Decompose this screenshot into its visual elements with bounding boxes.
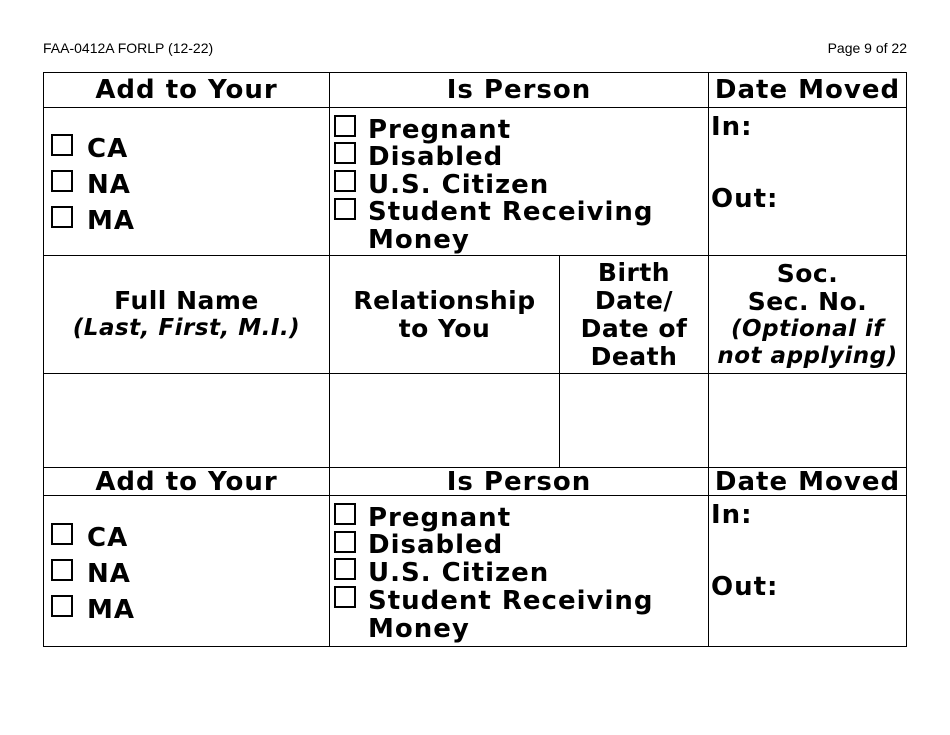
ma-label-2: MA — [87, 595, 135, 625]
full-name-field[interactable] — [43, 373, 330, 468]
na-checkbox[interactable] — [51, 170, 73, 192]
moved-out-label-2: Out: — [711, 572, 779, 602]
form-id: FAA-0412A FORLP (12-22) — [43, 40, 214, 56]
ca-label-2: CA — [87, 523, 129, 553]
birth-date-header: Birth Date/ Date of Death — [559, 255, 709, 374]
date-moved-cell-2[interactable] — [708, 495, 907, 647]
is-person-cell — [329, 107, 709, 256]
student-checkbox[interactable] — [334, 198, 356, 220]
ssn-header: Soc. Sec. No. (Optional if not applying) — [708, 255, 907, 374]
na-label: NA — [87, 170, 131, 200]
moved-in-label: In: — [711, 112, 753, 142]
disabled-label: Disabled — [368, 142, 504, 172]
us-citizen-checkbox-2[interactable] — [334, 558, 356, 580]
relationship-header: Relationship to You — [329, 255, 560, 374]
page-number: Page 9 of 22 — [827, 40, 907, 56]
add-to-your-header: Add to Your — [43, 72, 330, 108]
pregnant-label: Pregnant — [368, 115, 512, 145]
pregnant-checkbox[interactable] — [334, 115, 356, 137]
disabled-checkbox[interactable] — [334, 142, 356, 164]
birth-date-field[interactable] — [559, 373, 709, 468]
disabled-label-2: Disabled — [368, 530, 504, 560]
relationship-field[interactable] — [329, 373, 560, 468]
student-label: Student Receiving — [368, 197, 654, 227]
na-label-2: NA — [87, 559, 131, 589]
date-moved-cell[interactable] — [708, 107, 907, 256]
is-person-cell-2 — [329, 495, 709, 647]
moved-in-label-2: In: — [711, 500, 753, 530]
student-label-cont-2: Money — [368, 614, 470, 644]
is-person-header: Is Person — [329, 72, 709, 108]
is-person-header-2: Is Person — [329, 467, 709, 496]
date-moved-header-2: Date Moved — [708, 467, 907, 496]
moved-out-label: Out: — [711, 184, 779, 214]
disabled-checkbox-2[interactable] — [334, 531, 356, 553]
student-checkbox-2[interactable] — [334, 586, 356, 608]
ca-checkbox-2[interactable] — [51, 523, 73, 545]
us-citizen-label-2: U.S. Citizen — [368, 558, 550, 588]
us-citizen-label: U.S. Citizen — [368, 170, 550, 200]
ma-checkbox[interactable] — [51, 206, 73, 228]
ca-checkbox[interactable] — [51, 134, 73, 156]
ssn-field[interactable] — [708, 373, 907, 468]
pregnant-checkbox-2[interactable] — [334, 503, 356, 525]
us-citizen-checkbox[interactable] — [334, 170, 356, 192]
ca-label: CA — [87, 134, 129, 164]
ma-checkbox-2[interactable] — [51, 595, 73, 617]
student-label-cont: Money — [368, 225, 470, 255]
program-cell-2 — [43, 495, 330, 647]
pregnant-label-2: Pregnant — [368, 503, 512, 533]
add-to-your-header-2: Add to Your — [43, 467, 330, 496]
household-form — [43, 72, 907, 647]
date-moved-header: Date Moved — [708, 72, 907, 108]
ma-label: MA — [87, 206, 135, 236]
na-checkbox-2[interactable] — [51, 559, 73, 581]
full-name-header: Full Name (Last, First, M.I.) — [43, 255, 330, 374]
program-cell — [43, 107, 330, 256]
student-label-2: Student Receiving — [368, 586, 654, 616]
